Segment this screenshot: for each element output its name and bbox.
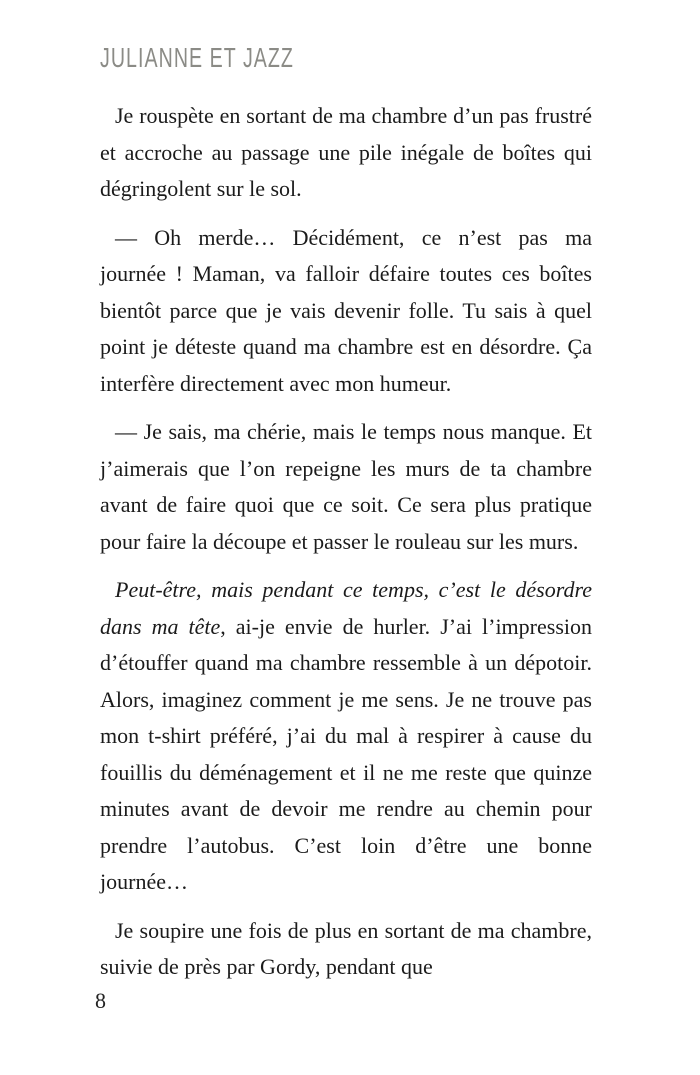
running-header: JULIANNE ET JAZZ (100, 42, 294, 73)
paragraph-text: , ai-je envie de hurler. J’ai l’impression d’étouffer quand ma chambre ressemble à un dépotoir. Alors, imaginez comment je me sens. Je ne trouve pas mon t-shirt préféré, j’ai du mal à respirer à cause du fouillis du déménagement et il ne me reste que quinze minutes avant de devoir me rendre au chemin pour prendre l’autobus. C’est loin d’être une bonne journée… (100, 613, 592, 894)
paragraph-text: Je soupire une fois de plus en sortant de ma chambre, suivie de près par Gordy, pendant que (100, 917, 592, 979)
paragraph-text: Je rouspète en sortant de ma chambre d’un pas frustré et accroche au passage une pile inégale de boîtes qui dégringolent sur le sol. (100, 103, 592, 201)
paragraph (100, 414, 592, 560)
paragraph (100, 98, 592, 208)
paragraph (100, 220, 592, 403)
text-block (100, 98, 592, 986)
paragraph-text: — Oh merde… Décidément, ce n’est pas ma journée ! Maman, va falloir défaire toutes ces boîtes bientôt parce que je vais devenir folle. Tu sais à quel point je déteste quand ma chambre est en désordre. Ça interfère directement avec mon humeur. (100, 224, 592, 396)
page-number: 8 (95, 988, 106, 1013)
paragraph-text: — Je sais, ma chérie, mais le temps nous manque. Et j’aimerais que l’on repeigne les murs de ta chambre avant de faire quoi que ce soit. Ce sera plus pratique pour faire la découpe et passer le rouleau sur les murs. (100, 419, 592, 554)
paragraph (100, 913, 592, 986)
paragraph-text-italic: Peut-être, mais pendant ce temps, c’est le désordre dans ma tête (100, 577, 592, 639)
paragraph (100, 572, 592, 901)
